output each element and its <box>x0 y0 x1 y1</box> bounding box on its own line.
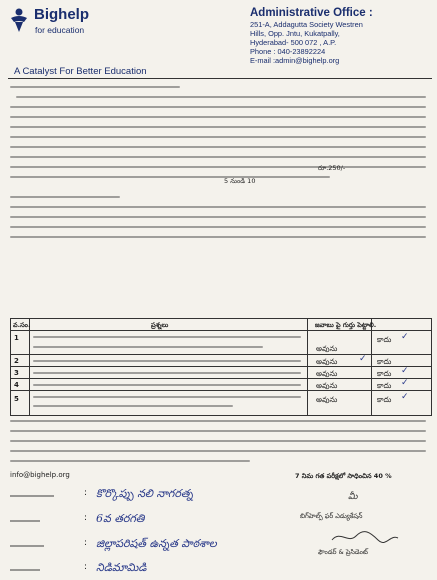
checkmark-icon: ✓ <box>401 366 409 376</box>
row-number: 4 <box>14 381 19 389</box>
signature-line: మీ <box>348 492 358 502</box>
office-line: E-mail :admin@bighelp.org <box>250 56 340 66</box>
checkmark-icon: ✓ <box>359 354 367 364</box>
signature-icon <box>330 528 400 546</box>
checkmark-icon: ✓ <box>401 392 409 402</box>
checkmark-icon: ✓ <box>401 378 409 388</box>
answer-yes: అవును <box>316 357 338 366</box>
school-value: జిల్లాపరిషత్ ఉన్నత పాఠశాల <box>96 537 217 550</box>
row-number: 5 <box>14 395 19 403</box>
answer-no: కాదు <box>377 357 392 366</box>
question-text <box>33 405 233 407</box>
answer-no: కాదు <box>377 395 392 404</box>
signature-org: బిగ్‌హెల్ప్ ఫర్ ఎడ్యుకేషన్ <box>300 512 363 520</box>
table-header-sno: వ.సం. <box>13 321 31 329</box>
table-header-answer: జవాబు పై గుర్తు పెట్టాలి. <box>315 321 377 329</box>
row-number: 2 <box>14 357 19 365</box>
question-text <box>33 396 301 398</box>
logo-sub: for education <box>35 25 85 35</box>
closing-paragraph <box>10 420 430 470</box>
office-line: Hills, Opp. Jntu, Kukatpally, <box>250 29 340 39</box>
class-range: 5 నుండి 10 <box>224 177 256 185</box>
answer-no: కాదు <box>377 381 392 390</box>
checkmark-icon: ✓ <box>401 332 409 342</box>
office-title: Administrative Office : <box>250 7 373 19</box>
office-line: 251-A, Addagutta Society Westren <box>250 20 363 29</box>
answer-yes: అవును <box>316 344 338 353</box>
letter-page: Bighelp for education A Catalyst For Better Education Administrative Office : 251-A, Addagutta Society Westren Hills, Opp. Jntu, Kukatpally, Hyderabad- 500 072 , A.P. Phone : 040-23892224 E-mail :admin@bighelp.org రూ.250/- 5 నుండి 10 వ.సం. ప్రశ్నలు జవాబు పై గుర్తు పెట్టాలి. 1 అవును కాదు ✓ 2 అవును కాదు ✓ 3 అవును కాదు ✓ 4 అవును కాదు ✓ 5 అవును కాదు ✓ info@bighelp.org 7 నిమ గత పరీక్షలో సాధించిన 40 % : కొర్కొప్పు నలి నాగరత్న : 6వ తరగతి : జిల్లాపరిషత్ ఉన్నత పాఠశాల : నిడిమామిడి మీ బిగ్‌హెల్ప్ ఫర్ ఎడ్యుకేషన్ ఫౌండర్ & ప్రెసిడెంట్ <box>0 0 437 580</box>
signature-role: ఫౌండర్ & ప్రెసిడెంట్ <box>318 548 368 556</box>
class-value: 6వ తరగతి <box>96 512 145 525</box>
question-text <box>33 360 301 362</box>
student-name-value: కొర్కొప్పు నలి నాగరత్న <box>96 487 193 500</box>
percentage-note: 7 నిమ గత పరీక్షలో సాధించిన 40 % <box>295 472 392 480</box>
field-label-name <box>10 495 54 497</box>
tagline: A Catalyst For Better Education <box>14 66 147 77</box>
question-text <box>33 372 301 374</box>
row-number: 3 <box>14 369 19 377</box>
office-address <box>250 6 432 65</box>
question-text <box>33 336 301 338</box>
question-text <box>33 346 263 348</box>
student-paragraph <box>10 196 430 246</box>
questions-table <box>10 318 432 416</box>
office-line: Phone : 040-23892224 <box>250 47 326 57</box>
field-label-school <box>10 545 44 547</box>
row-number: 1 <box>14 334 19 342</box>
field-label-class <box>10 520 40 522</box>
answer-yes: అవును <box>316 381 338 390</box>
office-line: Hyderabad- 500 072 , A.P. <box>250 38 337 48</box>
scholarship-amount: రూ.250/- <box>318 164 346 172</box>
answer-yes: అవును <box>316 369 338 378</box>
field-label-village <box>10 569 40 571</box>
intro-paragraph <box>10 86 430 186</box>
question-text <box>33 384 301 386</box>
bighelp-logo <box>8 6 148 46</box>
answer-no: కాదు <box>377 369 392 378</box>
village-value: నిడిమామిడి <box>96 561 147 574</box>
header-divider <box>8 78 432 79</box>
table-header-questions: ప్రశ్నలు <box>151 321 169 329</box>
logo-name: Bighelp <box>34 6 89 23</box>
answer-no: కాదు <box>377 335 392 344</box>
logo-figure-icon <box>8 8 30 32</box>
contact-email[interactable]: info@bighelp.org <box>10 471 70 479</box>
answer-yes: అవును <box>316 395 338 404</box>
